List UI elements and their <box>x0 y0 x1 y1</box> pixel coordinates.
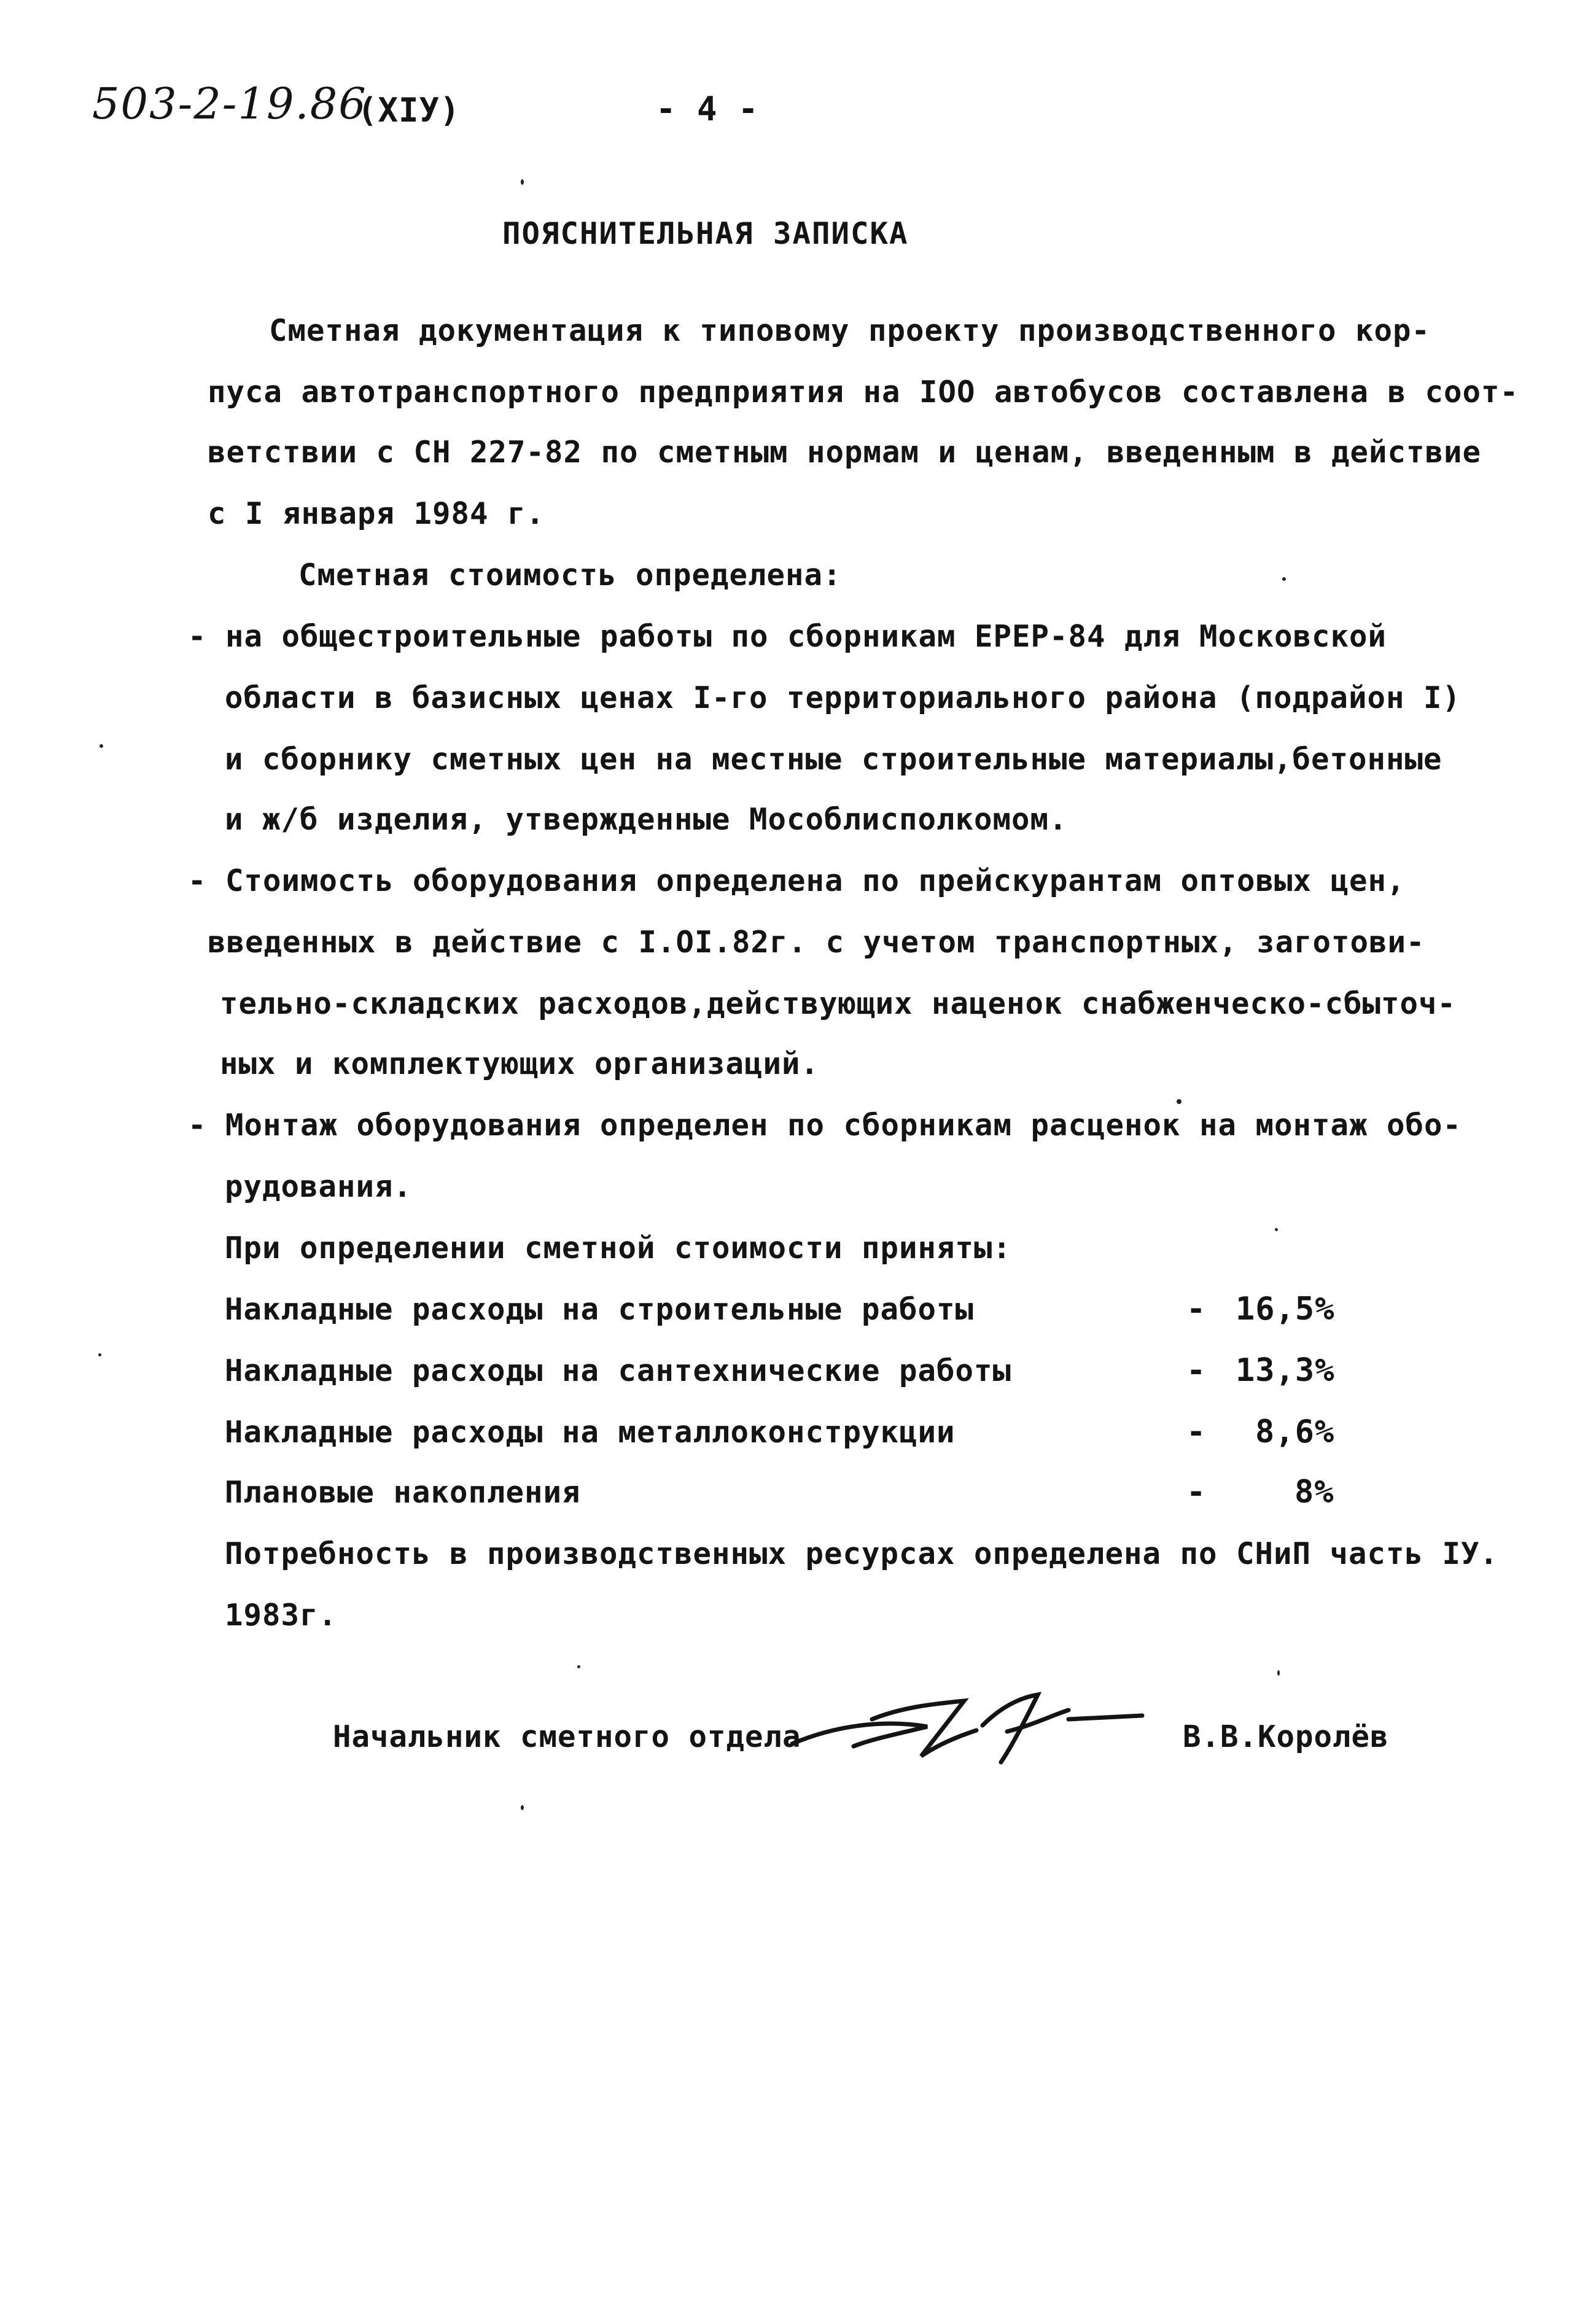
signature-stroke-5 <box>1069 1716 1142 1719</box>
item2-line-4: ных и комплектующих организаций. <box>220 1046 820 1081</box>
item1-line-3: и сборнику сметных цен на местные строительные материалы,бетонные <box>225 742 1442 777</box>
signoff-name: В.В.Королёв <box>1183 1719 1389 1754</box>
scan-speck <box>521 1805 524 1810</box>
scan-speck <box>98 1353 101 1356</box>
item2-line-3: тельно-складских расходов,действующих наценок снабженческо-сбыточ- <box>220 986 1457 1021</box>
scan-speck <box>577 1665 580 1668</box>
scan-speck <box>1275 1228 1278 1231</box>
rate-value-planned-savings: 8% <box>1294 1474 1334 1510</box>
cost-heading: Сметная стоимость определена: <box>298 558 842 593</box>
rate-label-construction: Накладные расходы на строительные работы <box>225 1292 975 1327</box>
scan-speck <box>1277 1670 1280 1676</box>
rates-heading: При определении сметной стоимости приняты: <box>225 1230 1012 1265</box>
rate-value-construction: 16,5% <box>1236 1291 1335 1328</box>
rate-label-planned-savings: Плановые накопления <box>225 1475 581 1510</box>
item2-line-2: введенных в действие с I.OI.82г. с учетом транспортных, заготови- <box>208 925 1425 960</box>
item3-line-2: рудования. <box>225 1169 413 1204</box>
scan-speck <box>1177 1099 1181 1104</box>
rate-label-steelwork: Накладные расходы на металлоконструкции <box>225 1415 956 1450</box>
intro-line-1: Сметная документация к типовому проекту производственного кор- <box>269 313 1431 348</box>
signoff-position: Начальник сметного отдела <box>333 1719 801 1754</box>
item1-line-4: и ж/б изделия, утвержденные Мособлисполкомом. <box>225 802 1068 837</box>
page-title: ПОЯСНИТЕЛЬНАЯ ЗАПИСКА <box>502 216 909 251</box>
item1-line-2: области в базисных ценах I-го территориального района (подрайон I) <box>225 680 1462 715</box>
signature-stroke-3 <box>983 1695 1038 1762</box>
document-code-suffix: (XIУ) <box>357 91 461 130</box>
page-number: - 4 - <box>656 90 759 128</box>
signature-stroke-4 <box>1007 1710 1069 1732</box>
scan-speck <box>1282 577 1286 581</box>
item1-line-1: - на общестроительные работы по сборникам ЕРЕР-84 для Московской <box>188 619 1387 654</box>
rate-value-steelwork: 8,6% <box>1255 1413 1335 1450</box>
item3-line-1: - Монтаж оборудования определен по сборникам расценок на монтаж обо- <box>188 1108 1462 1143</box>
scan-speck <box>521 179 524 185</box>
resources-line-1: Потребность в производственных ресурсах определена по СНиП часть IУ. <box>225 1536 1499 1571</box>
scan-speck <box>99 744 103 748</box>
rate-dash-construction: - <box>1186 1291 1207 1328</box>
resources-line-2: 1983г. <box>225 1598 338 1633</box>
intro-line-3: ветствии с СН 227-82 по сметным нормам и ценам, введенным в действие <box>208 435 1482 470</box>
rate-value-plumbing: 13,3% <box>1236 1352 1335 1389</box>
signature-image <box>780 1682 1161 1768</box>
rate-dash-planned-savings: - <box>1186 1474 1207 1510</box>
signature-stroke-1 <box>792 1724 927 1746</box>
document-code: 503-2-19.86 <box>92 79 367 129</box>
item2-line-1: - Стоимость оборудования определена по прейскурантам оптовых цен, <box>188 863 1406 898</box>
rate-dash-plumbing: - <box>1186 1352 1207 1389</box>
intro-line-2: пуса автотранспортного предприятия на IOO автобусов составлена в соот- <box>208 375 1519 410</box>
rate-label-plumbing: Накладные расходы на сантехнические работы <box>225 1353 1012 1388</box>
rate-dash-steelwork: - <box>1186 1413 1207 1450</box>
intro-line-4: с I января 1984 г. <box>208 496 545 531</box>
